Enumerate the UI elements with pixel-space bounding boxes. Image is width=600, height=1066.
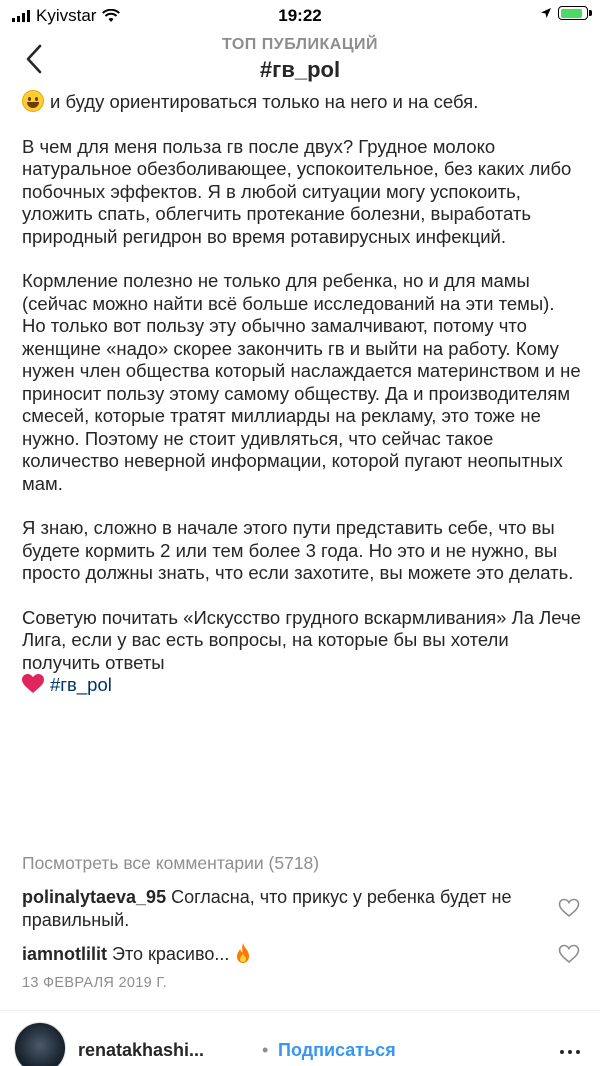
header — [0, 30, 600, 88]
post-date: 13 ФЕВРАЛЯ 2019 Г. — [22, 975, 168, 991]
like-comment-heart-icon[interactable] — [558, 898, 580, 918]
caption-line0 — [22, 90, 582, 114]
smile-emoji-icon — [22, 90, 44, 112]
caption-line0-text: и буду ориентироваться только на него и на себя. — [50, 91, 479, 112]
divider — [0, 1010, 600, 1011]
follow-button[interactable]: Подписаться — [278, 1040, 396, 1060]
fire-emoji-icon — [234, 942, 252, 964]
location-icon — [540, 7, 552, 19]
comment-item — [22, 886, 562, 932]
red-heart-emoji-icon — [22, 674, 44, 694]
post-caption — [22, 90, 582, 719]
comment-username[interactable]: polinalytaeva_95 — [22, 887, 167, 907]
battery-level — [561, 9, 582, 18]
next-post-header — [0, 1022, 600, 1066]
view-all-comments-link[interactable]: Посмотреть все комментарии (5718) — [22, 853, 320, 873]
caption-paragraph-2: Кормление полезно не только для ребенка, но и для мамы (сейчас можно найти всё больше исследований на эти темы). Но только вот пользу эту обычно замалчивают, потому что женщине «надо» скорее закончить гв и выйти на работу. Кому нужен член общества который наслаждается материнством и не приносит пользу этому самому обществу. Да и производителям смесей, которые тратят миллиарды на рекламу, это тоже не нужно. Поэтому не стоит удивляться, что сейчас такое количество неверной информации, которой пугают неопытных мам. — [22, 270, 581, 494]
comment-text: Согласна, что прикус у ребенка будет не правильный. — [22, 887, 512, 930]
like-comment-heart-icon[interactable] — [558, 944, 580, 964]
caption-hashtag-link[interactable]: #гв_pol — [50, 674, 112, 695]
comment-text: Это красиво... — [112, 944, 230, 964]
status-time: 19:22 — [278, 6, 322, 25]
caption-paragraph-1: В чем для меня польза гв после двух? Грудное молоко натуральное обезболивающее, успокоительное, без каких либо побочных эффектов. Я в любой ситуации могу успокоить, уложить спать, облегчить протекание болезни, выработать природный регидрон во время ротавирусных инфекций. — [22, 135, 572, 247]
more-options-icon[interactable] — [560, 1050, 580, 1054]
header-subtitle: ТОП ПУБЛИКАЦИЙ — [221, 36, 379, 53]
page-title: #гв_pol — [259, 57, 341, 82]
avatar[interactable] — [14, 1022, 66, 1066]
comment-item — [22, 942, 562, 966]
separator-dot: • — [262, 1040, 269, 1060]
battery-icon — [558, 6, 588, 20]
caption-paragraph-4 — [22, 607, 582, 697]
comment-username[interactable]: iamnotlilit — [22, 944, 107, 964]
carrier-name: Kyivstar — [36, 6, 97, 25]
caption-paragraph-3: Я знаю, сложно в начале этого пути представить себе, что вы будете кормить 2 или тем более 3 года. Но это и не нужно, вы просто должны знать, что если захотите, вы можете это делать. — [22, 517, 574, 583]
status-bar — [0, 0, 600, 30]
status-right — [540, 6, 588, 20]
next-post-username[interactable]: renatakhashi... — [78, 1040, 205, 1060]
caption-paragraph-4-text: Советую почитать «Искусство грудного вскармливания» Ла Лече Лига, если у вас есть вопросы, на которые бы вы хотели получить ответы — [22, 606, 581, 673]
